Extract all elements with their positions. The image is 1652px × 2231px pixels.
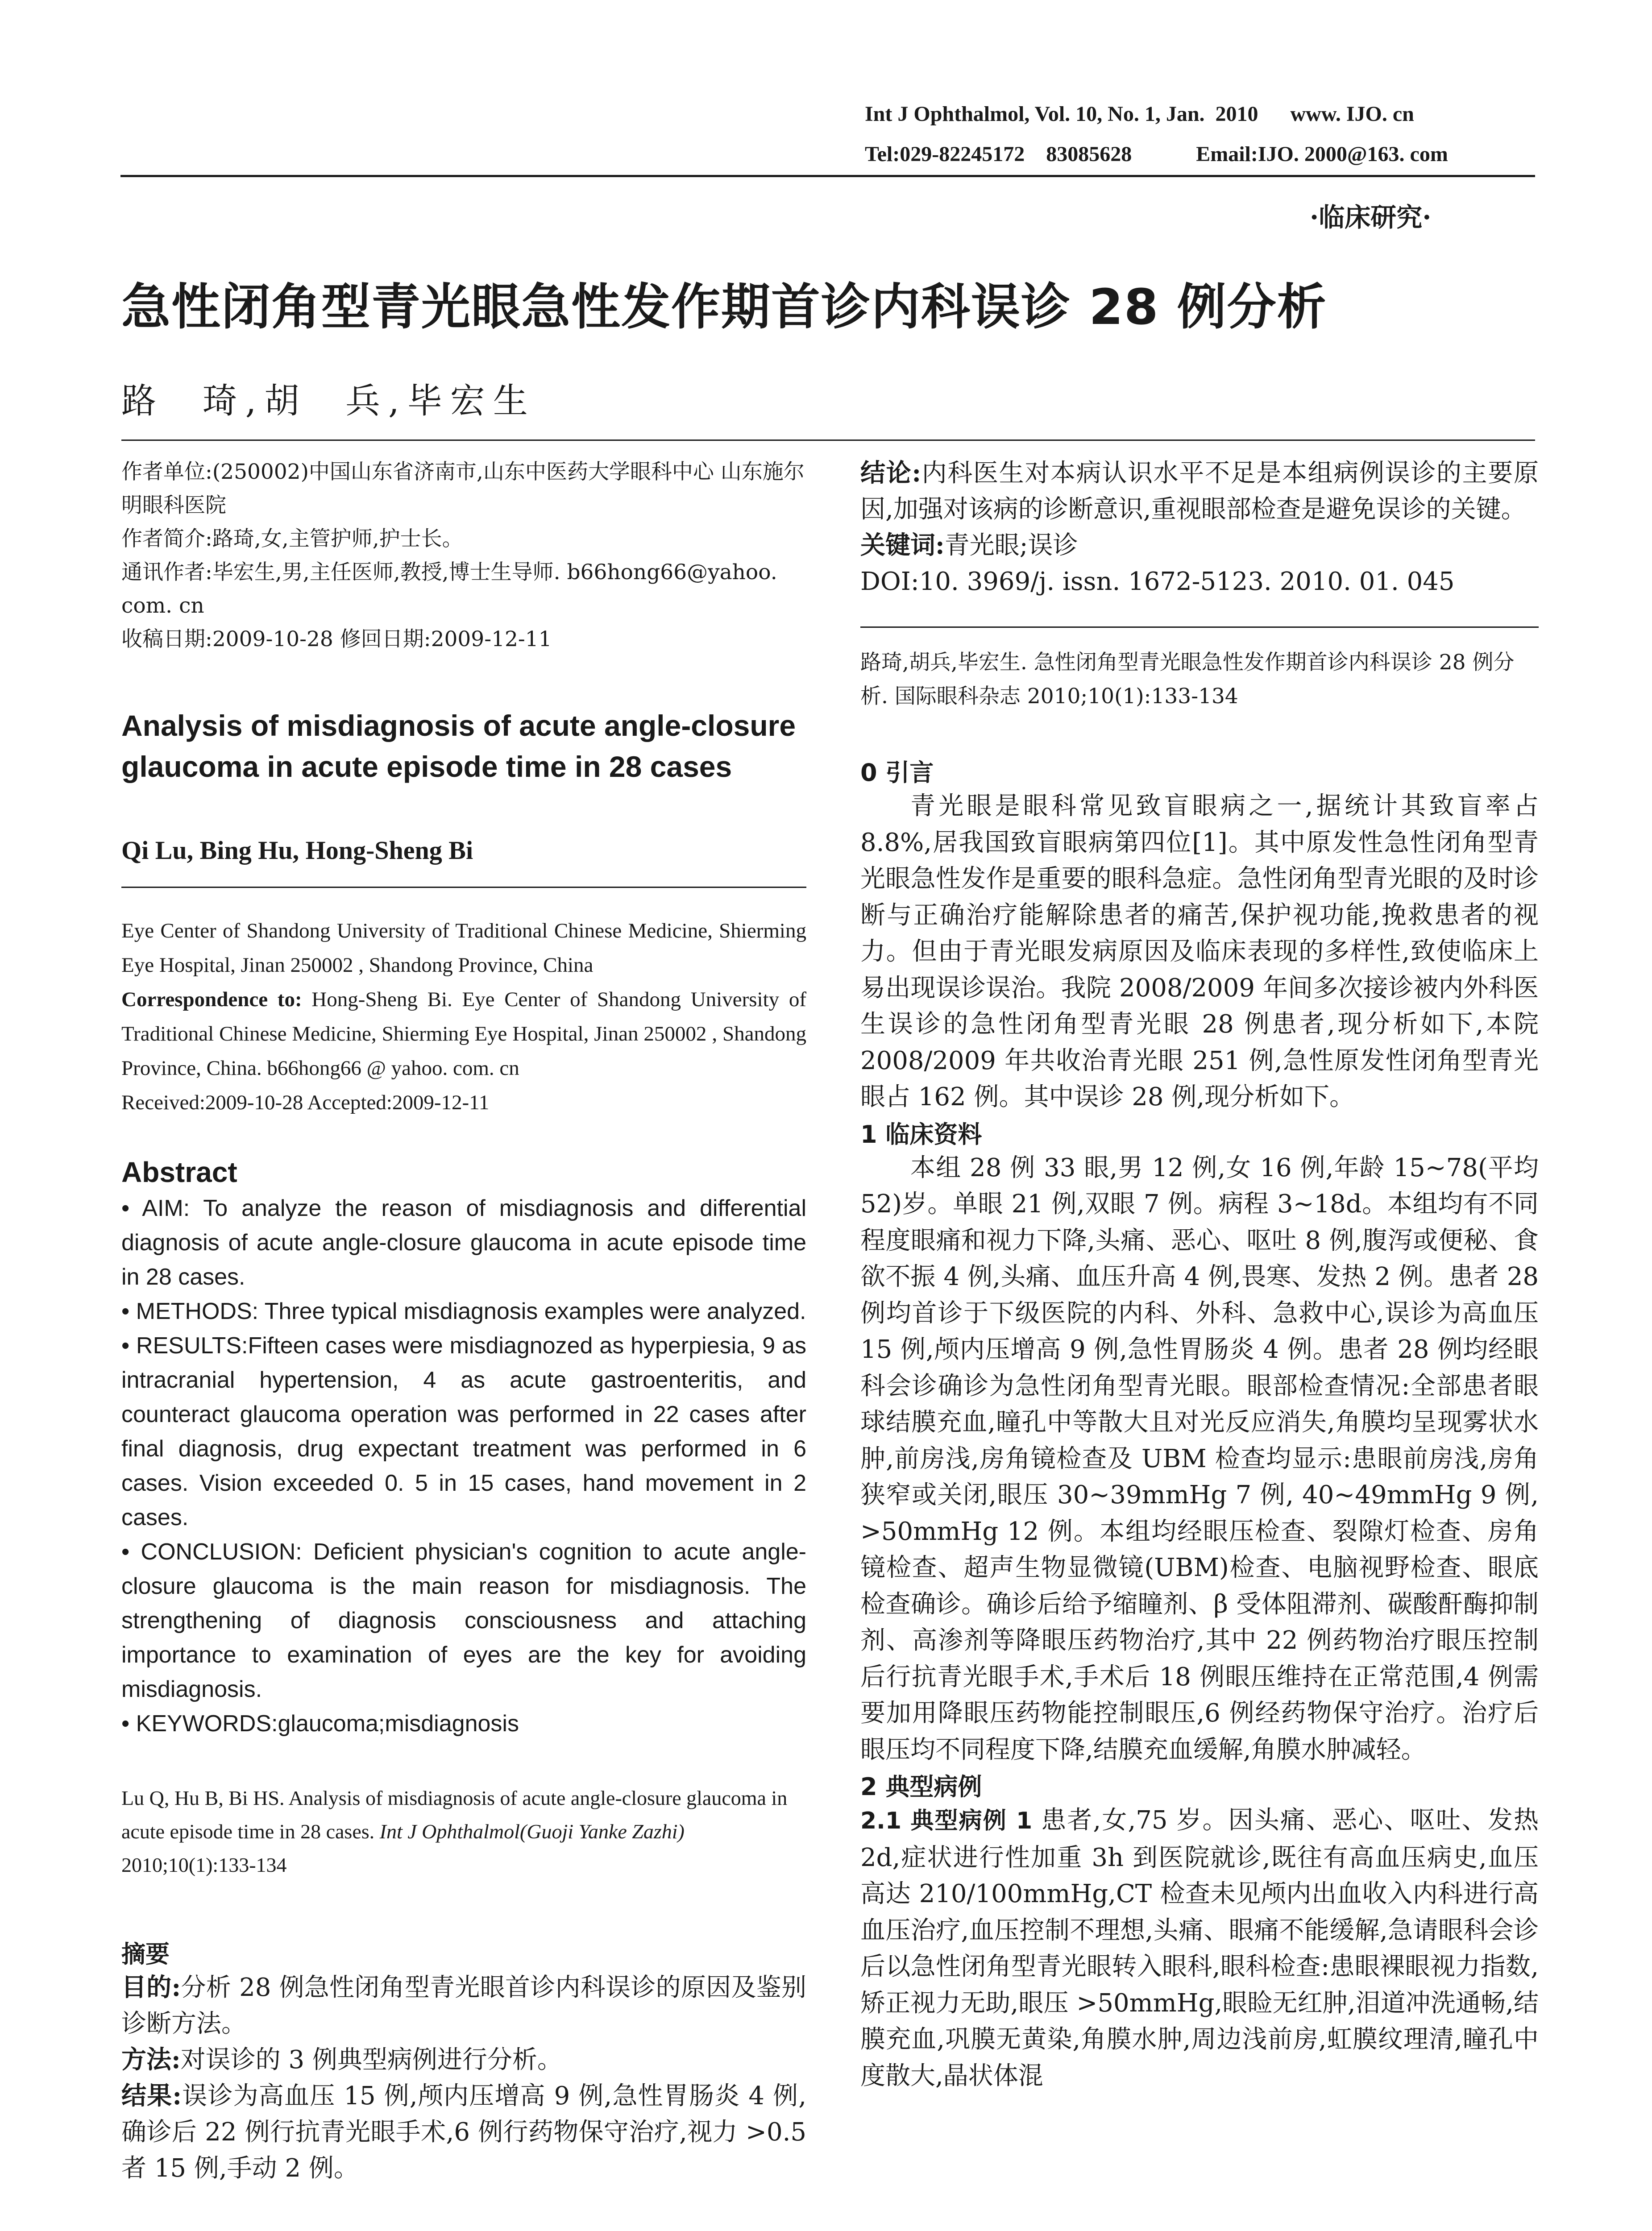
citation-en-journal: Int J Ophthalmol(Guoji Yanke Zazhi) — [379, 1820, 685, 1843]
authors-cn: 路 琦,胡 兵,毕宏生 — [121, 381, 536, 421]
english-correspondence — [121, 983, 806, 1086]
citation-en — [121, 1781, 806, 1882]
methods-label: 方法: — [121, 2045, 181, 2074]
conclusion-text: 内科医生对本病认识水平不足是本组病例误诊的主要原因,加强对该病的诊断意识,重视眼部检查是避免误诊的关键。 — [860, 459, 1539, 524]
keywords-text: 青光眼;误诊 — [944, 531, 1078, 560]
abstract-aim: • AIM: To analyze the reason of misdiagnosis and differential diagnosis of acute angle-closure glaucoma in acute episode time in 28 cases. — [121, 1195, 806, 1290]
english-affiliation: Eye Center of Shandong University of Traditional Chinese Medicine, Shierming Eye Hospital, Jinan 250002 , Shandong Province, China — [121, 919, 806, 977]
results-text: 误诊为高血压 15 例,颅内压增高 9 例,急性胃肠炎 4 例,确诊后 22 例行抗青光眼手术,6 例行药物保守治疗,视力 >0.5 者 15 例,手动 2 例。 — [121, 2082, 806, 2183]
conclusion-label: 结论: — [860, 458, 921, 488]
doi: DOI:10. 3969/j. issn. 1672-5123. 2010. 01. 045 — [860, 567, 1455, 596]
english-title: Analysis of misdiagnosis of acute angle-closure glaucoma in acute episode time in 28 cases — [121, 709, 796, 783]
case1-text: 患者,女,75 岁。因头痛、恶心、呕吐、发热 2d,症状进行性加重 3h 到医院就诊,既往有高血压病史,血压高达 210/100mmHg,CT 检查未见颅内出血收入内科进行高血压治疗,血压控制不理想,头痛、眼痛不能缓解,急请眼科会诊后以急性闭角型青光眼转入眼科,眼科检查:患眼裸眼视力指数,矫正视力无助,眼压 >50mmHg,眼睑无红肿,泪道冲洗通畅,结膜充血,巩膜无黄染,角膜水肿,周边浅前房,虹膜纹理清,瞳孔中度散大,晶状体混 — [860, 1806, 1539, 2090]
section-tag: ·临床研究· — [1310, 202, 1432, 232]
citation-cn: 路琦,胡兵,毕宏生. 急性闭角型青光眼急性发作期首诊内科误诊 28 例分析. 国际眼科杂志 2010;10(1):133-134 — [860, 650, 1515, 709]
abstract-heading: Abstract — [121, 1156, 237, 1188]
keywords-label: 关键词: — [860, 531, 945, 560]
right-column — [860, 455, 1539, 2094]
abstract-cn-body — [121, 1970, 806, 2186]
title-rule — [121, 440, 1535, 441]
citation-rule — [860, 626, 1539, 628]
clinical-heading: 1 临床资料 — [860, 1120, 982, 1149]
english-dates: Received:2009-10-28 Accepted:2009-12-11 — [121, 1091, 490, 1114]
english-meta — [121, 914, 806, 1120]
clinical-text: 本组 28 例 33 眼,男 12 例,女 16 例,年龄 15~78(平均52)岁。单眼 21 例,双眼 7 例。病程 3~18d。本组均有不同程度眼痛和视力下降,头痛、恶心、呕吐 8 例,腹泻或便秘、食欲不振 4 例,头痛、血压升高 4 例,畏寒、发热 2 例。患者 28 例均首诊于下级医院的内科、外科、急救中心,误诊为高血压 15 例,颅内压增高 9 例,急性胃肠炎 4 例。患者 28 例均经眼科会诊确诊为急性闭角型青光眼。眼部检查情况:全部患者眼球结膜充血,瞳孔中等散大且对光反应消失,角膜均呈现雾状水肿,前房浅,房角镜检查及 UBM 检查均显示:患眼前房浅,房角狭窄或关闭,眼压 30~39mmHg 7 例, 40~49mmHg 9 例, >50mmHg 12 例。本组均经眼压检查、裂隙灯检查、房角镜检查、超声生物显微镜(UBM)检查、电脑视野检查、眼底检查确诊。确诊后给予缩瞳剂、β 受体阻滞剂、碳酸酐酶抑制剂、高渗剂等降眼压药物治疗,其中 22 例药物治疗眼压控制后行抗青光眼手术,手术后 18 例眼压维持在正常范围,4 例需要加用降眼压药物能控制眼压,6 例经药物保守治疗。治疗后眼压均不同程度下降,结膜充血缓解,角膜水肿减轻。 — [860, 1153, 1539, 1764]
abstract-cn-heading: 摘要 — [121, 1940, 170, 1968]
abstract-cn-results — [121, 2078, 806, 2186]
dates-cn: 收稿日期:2009-10-28 修回日期:2009-12-11 — [121, 627, 552, 651]
left-column — [121, 455, 806, 2186]
page-title: 急性闭角型青光眼急性发作期首诊内科误诊 28 例分析 — [121, 278, 1327, 336]
abstract-cn-aim — [121, 1970, 806, 2042]
citation-en-tail: 2010;10(1):133-134 — [121, 1854, 287, 1876]
affiliation-cn: 作者单位:(250002)中国山东省济南市,山东中医药大学眼科中心 山东施尔明眼科医院 — [121, 460, 805, 518]
case1-label: 2.1 典型病例 1 — [860, 1808, 1033, 1834]
cases-heading: 2 典型病例 — [860, 1773, 982, 1801]
intro-heading: 0 引言 — [860, 759, 934, 787]
case1 — [860, 1802, 1539, 2094]
bio-cn: 作者简介:路琦,女,主管护师,护士长。 — [121, 527, 463, 551]
abstract-results: • RESULTS:Fifteen cases were misdiagnozed as hyperpiesia, 9 as intracranial hypertension, 4 as acute gastroenteritis, and counteract glaucoma operation was performed in 22 cases after final diagnosis, drug expectant treatment was performed in 6 cases. Vision exceeded 0. 5 in 15 cases, hand movement in 2 cases. — [121, 1333, 806, 1530]
meta-cn — [121, 455, 806, 656]
abstract-body — [121, 1191, 806, 1741]
abstract-methods: • METHODS: Three typical misdiagnosis examples were analyzed. — [121, 1298, 806, 1324]
correspondence-label: Correspondence to: — [121, 988, 302, 1011]
contact-line: Tel:029-82245172 83085628 Email:IJO. 2000@163. com — [865, 142, 1448, 166]
authors-rule — [121, 887, 806, 888]
methods-text: 对误诊的 3 例典型病例进行分析。 — [180, 2045, 562, 2074]
aim-text: 分析 28 例急性闭角型青光眼首诊内科误诊的原因及鉴别诊断方法。 — [121, 1973, 807, 2038]
journal-line: Int J Ophthalmol, Vol. 10, No. 1, Jan. 2010 www. IJO. cn — [865, 102, 1414, 126]
abstract-conclusion: • CONCLUSION: Deficient physician's cognition to acute angle-closure glaucoma is the main reason for misdiagnosis. The strengthening of diagnosis consciousness and attaching importance to examination of eyes are the key for avoiding misdiagnosis. — [121, 1539, 806, 1702]
citation-en-text: Lu Q, Hu B, Bi HS. Analysis of misdiagnosis of acute angle-closure glaucoma in acute episode time in 28 cases. — [121, 1787, 788, 1843]
abstract-keywords: • KEYWORDS:glaucoma;misdiagnosis — [121, 1711, 519, 1737]
abstract-cn-continued — [860, 455, 1539, 600]
abstract-cn-conclusion — [860, 455, 1539, 527]
intro-text: 青光眼是眼科常见致盲眼病之一,据统计其致盲率占 8.8%,居我国致盲眼病第四位[1]。其中原发性急性闭角型青光眼急性发作是重要的眼科急症。急性闭角型青光眼的及时诊断与正确治疗能解除患者的痛苦,保护视功能,挽救患者的视力。但由于青光眼发病原因及临床表现的多样性,致使临床上易出现误诊误治。我院 2008/2009 年间多次接诊被内外科医生误诊的急性闭角型青光眼 28 例患者,现分析如下,本院 2008/2009 年共收治青光眼 251 例,急性原发性闭角型青光眼占 162 例。其中误诊 28 例,现分析如下。 — [860, 792, 1539, 1111]
english-authors: Qi Lu, Bing Hu, Hong-Sheng Bi — [121, 836, 473, 865]
results-label: 结果: — [121, 2081, 182, 2111]
correspondence-cn: 通讯作者:毕宏生,男,主任医师,教授,博士生导师. b66hong66@yahoo. com. cn — [121, 560, 777, 618]
abstract-cn-methods — [121, 2042, 806, 2078]
header-rule — [120, 175, 1535, 177]
aim-label: 目的: — [121, 1973, 181, 2002]
correspondence-text: Hong-Sheng Bi. Eye Center of Shandong University of Traditional Chinese Medicine, Shierming Eye Hospital, Jinan 250002 , Shandong Province, China. b66hong66 @ yahoo. com. cn — [121, 988, 806, 1080]
abstract-cn-keywords — [860, 527, 1539, 564]
